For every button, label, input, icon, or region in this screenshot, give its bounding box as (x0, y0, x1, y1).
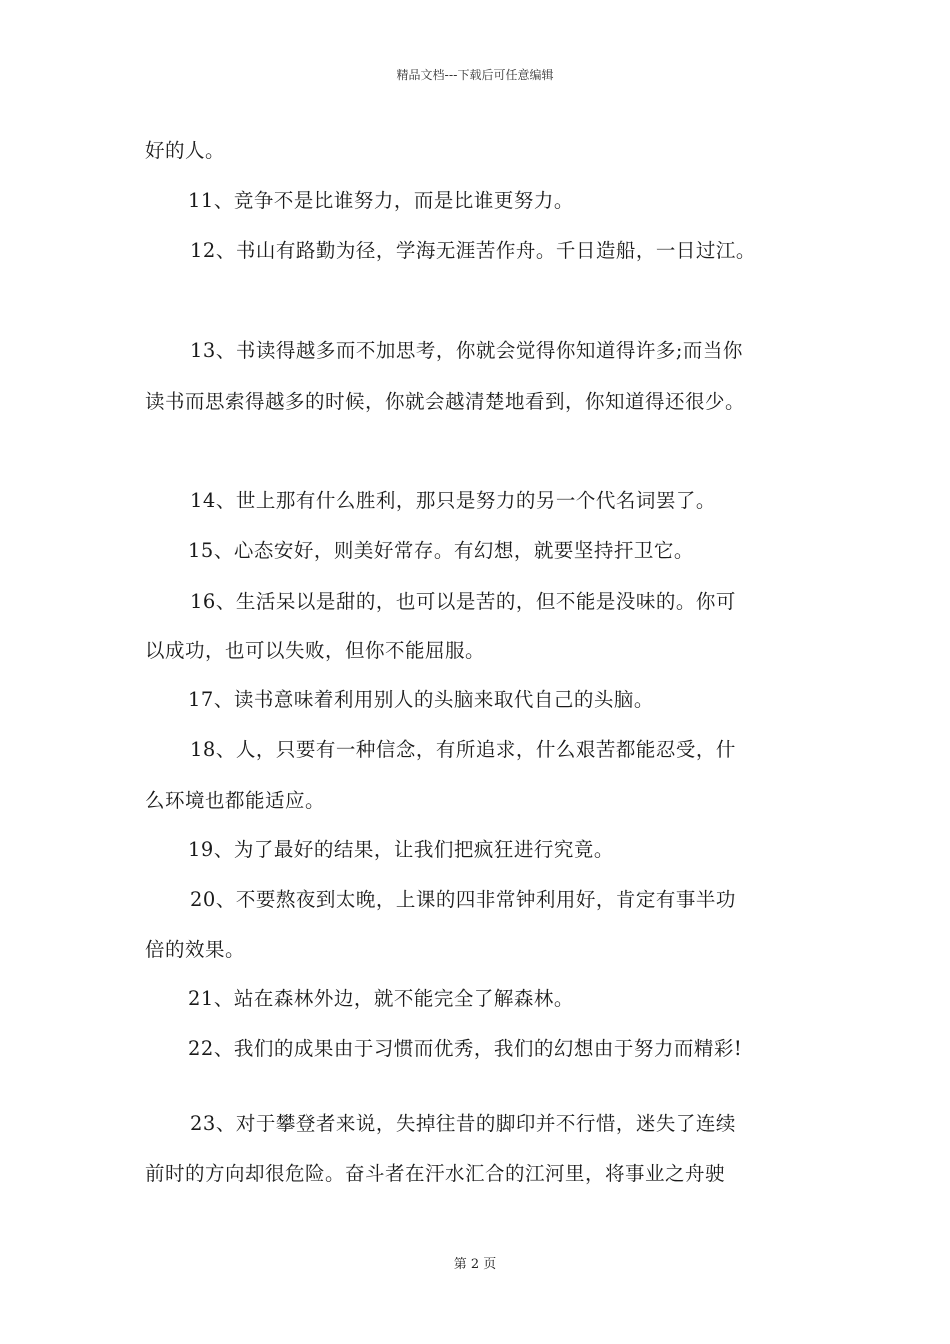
body-line: 13、书读得越多而不加思考，你就会觉得你知道得许多;而当你 (190, 339, 743, 362)
body-line: 前时的方向却很危险。奋斗者在汗水汇合的江河里，将事业之舟驶 (145, 1162, 726, 1185)
body-line: 12、书山有路勤为径，学海无涯苦作舟。千日造船，一日过江。 (190, 239, 756, 262)
body-line: 17、读书意味着利用别人的头脑来取代自己的头脑。 (188, 688, 654, 711)
body-line: 以成功，也可以失败，但你不能屈服。 (145, 639, 486, 662)
body-line: 11、竞争不是比谁努力，而是比谁更努力。 (188, 189, 574, 212)
body-line: 么环境也都能适应。 (145, 789, 326, 812)
page-number: 第 2 页 (453, 1257, 497, 1272)
body-line: 15、心态安好，则美好常存。有幻想，就要坚持扞卫它。 (188, 539, 694, 562)
body-line: 好的人。 (145, 139, 226, 162)
body-line: 读书而思索得越多的时候，你就会越清楚地看到，你知道得还很少。 (145, 390, 746, 413)
body-line: 14、世上那有什么胜利，那只是努力的另一个代名词罢了。 (190, 489, 716, 512)
body-line: 20、不要熬夜到太晚，上课的四非常钟利用好，肯定有事半功 (190, 888, 736, 911)
body-line: 16、生活呆以是甜的，也可以是苦的，但不能是没味的。你可 (190, 590, 736, 613)
page-header: 精品文档---下载后可任意编辑 (396, 68, 554, 82)
body-line: 22、我们的成果由于习惯而优秀，我们的幻想由于努力而精彩! (188, 1037, 743, 1060)
body-line: 18、人，只要有一种信念，有所追求，什么艰苦都能忍受，什 (190, 738, 736, 761)
body-line: 倍的效果。 (145, 938, 246, 961)
body-line: 21、站在森林外边，就不能完全了解森林。 (188, 987, 574, 1010)
body-line: 23、对于攀登者来说，失掉往昔的脚印并不行惜，迷失了连续 (190, 1112, 736, 1135)
body-line: 19、为了最好的结果，让我们把疯狂进行究竟。 (188, 838, 614, 861)
